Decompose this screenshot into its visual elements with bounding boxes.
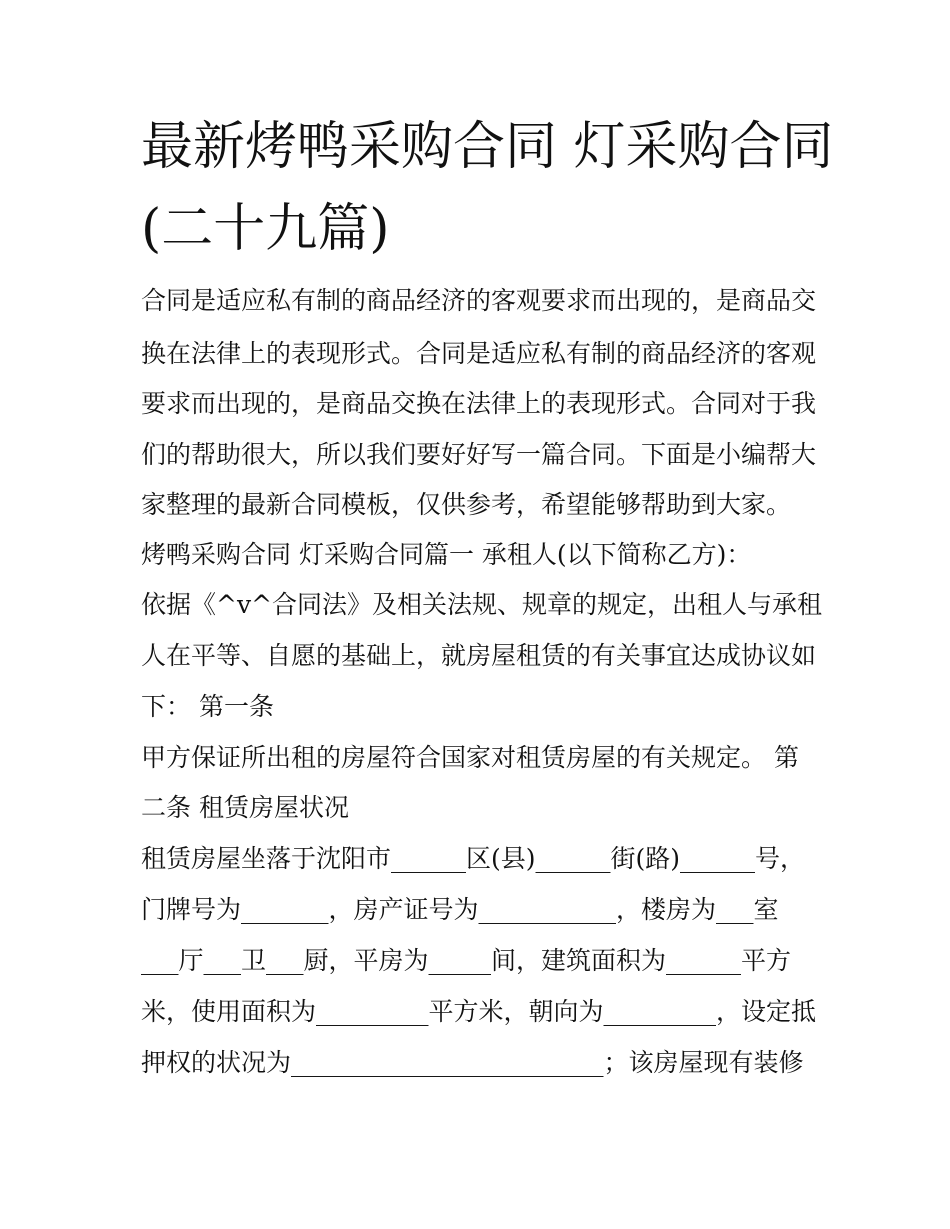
body-line-11: 二条 租赁房屋状况 xyxy=(141,793,349,822)
body-line-12: 租赁房屋坐落于沈阳市______区(县)______街(路)______号， xyxy=(141,844,806,873)
body-line-2: 换在法律上的表现形式。合同是适应私有制的商品经济的客观 xyxy=(141,339,817,368)
body-line-4: 们的帮助很大，所以我们要好好写一篇合同。下面是小编帮大 xyxy=(141,440,817,469)
body-line-6: 烤鸭采购合同 灯采购合同篇一 承租人(以下简称乙方)： xyxy=(141,540,752,569)
body-line-8: 人在平等、自愿的基础上，就房屋租赁的有关事宜达成协议如 xyxy=(141,641,817,670)
body-line-9: 下： 第一条 xyxy=(141,692,274,721)
body-line-10: 甲方保证所出租的房屋符合国家对租赁房屋的有关规定。 第 xyxy=(141,743,799,772)
body-line-14: ___厅___卫___厨，平房为_____间，建筑面积为______平方 xyxy=(141,946,792,975)
document-title-line-1: 最新烤鸭采购合同 灯采购合同 xyxy=(141,117,834,177)
body-line-7: 依据《^v^合同法》及相关法规、规章的规定，出租人与承租 xyxy=(141,590,823,619)
document-title-line-2: (二十九篇) xyxy=(141,199,390,259)
body-line-16: 押权的状况为_________________________；该房屋现有装修 xyxy=(141,1048,804,1077)
body-line-3: 要求而出现的，是商品交换在法律上的表现形式。合同对于我 xyxy=(141,389,817,418)
body-line-5: 家整理的最新合同模板，仅供参考，希望能够帮助到大家。 xyxy=(141,490,792,519)
body-line-1: 合同是适应私有制的商品经济的客观要求而出现的，是商品交 xyxy=(141,286,817,315)
body-line-13: 门牌号为_______，房产证号为___________，楼房为___室 xyxy=(141,895,779,924)
body-line-15: 米，使用面积为_________平方米，朝向为_________，设定抵 xyxy=(141,997,817,1026)
